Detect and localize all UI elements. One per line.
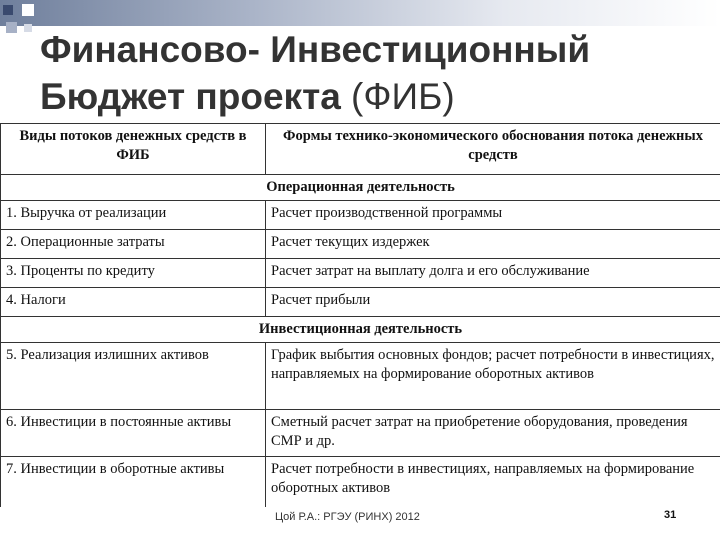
section-row — [1, 317, 720, 343]
slide-title-bold: Финансово- Инвестиционный Бюджет проекта — [40, 29, 591, 117]
justification-cell: Расчет прибыли — [266, 288, 720, 317]
header-cell-flow-types: Виды потоков денежных средств в ФИБ — [1, 124, 266, 175]
justification-cell: График выбытия основных фондов; расчет потребности в инвестициях, направляемых на формирование оборотных активов — [266, 343, 720, 410]
flow-type-cell: 3. Проценты по кредиту — [1, 259, 266, 288]
table-row — [1, 343, 720, 410]
table-row — [1, 259, 720, 288]
flow-type-cell: 5. Реализация излишних активов — [1, 343, 266, 410]
flow-type-cell: 7. Инвестиции в оборотные активы — [1, 457, 266, 508]
justification-cell: Расчет затрат на выплату долга и его обслуживание — [266, 259, 720, 288]
section-row — [1, 175, 720, 201]
header-cell-justification: Формы технико-экономического обоснования потока денежных средств — [266, 124, 720, 175]
decor-square — [24, 24, 32, 32]
slide-title-suffix: (ФИБ) — [340, 76, 455, 117]
justification-cell: Сметный расчет затрат на приобретение оборудования, проведения СМР и др. — [266, 410, 720, 457]
section-title-operating: Операционная деятельность — [1, 175, 720, 201]
slide-title — [40, 26, 700, 120]
flow-type-cell: 1. Выручка от реализации — [1, 201, 266, 230]
footer-author: Цой Р.А.: РГЭУ (РИНХ) 2012 — [275, 511, 420, 523]
justification-cell: Расчет текущих издержек — [266, 230, 720, 259]
table-row — [1, 288, 720, 317]
table-header-row — [1, 124, 720, 175]
flow-type-cell: 4. Налоги — [1, 288, 266, 317]
header-decoration-bar — [0, 0, 720, 26]
decor-square — [22, 4, 34, 16]
decor-square — [3, 5, 13, 15]
justification-cell: Расчет производственной программы — [266, 201, 720, 230]
table-row — [1, 457, 720, 508]
page-number: 31 — [664, 509, 677, 521]
flow-type-cell: 6. Инвестиции в постоянные активы — [1, 410, 266, 457]
table-row — [1, 201, 720, 230]
table-row — [1, 410, 720, 457]
decor-square — [6, 22, 17, 33]
justification-cell: Расчет потребности в инвестициях, направляемых на формирование оборотных активов — [266, 457, 720, 508]
section-title-investment: Инвестиционная деятельность — [1, 317, 720, 343]
budget-table — [0, 123, 720, 507]
table-row — [1, 230, 720, 259]
flow-type-cell: 2. Операционные затраты — [1, 230, 266, 259]
